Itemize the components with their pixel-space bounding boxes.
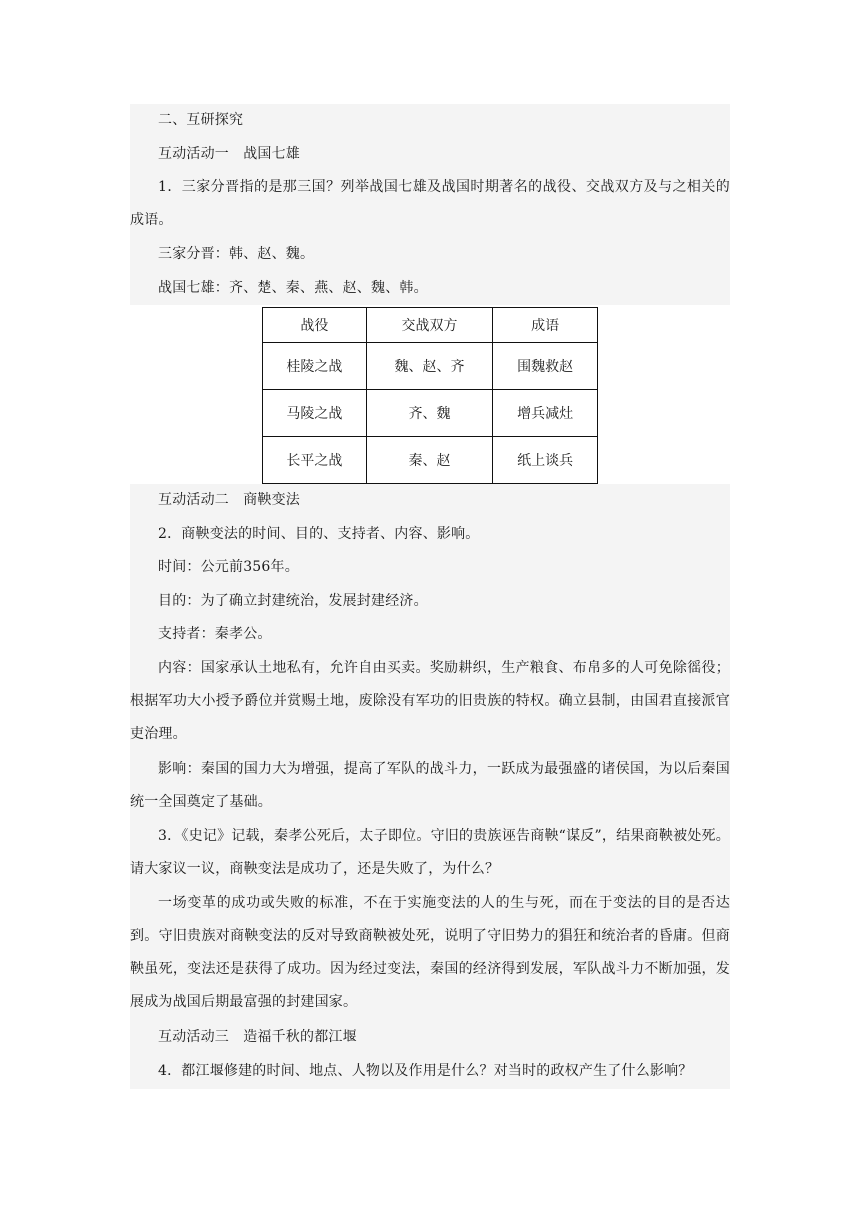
table-header-cell: 成语 — [493, 308, 598, 343]
answer-purpose: 目的：为了确立封建统治，发展封建经济。 — [158, 593, 428, 609]
table-cell: 纸上谈兵 — [493, 437, 598, 484]
answer-content: 内容：国家承认土地私有，允许自由买卖。奖励耕织，生产粮食、布帛多的人可免除徭役；根据军功大小授予爵位并赏赐土地，废除没有军功的旧贵族的特权。确立县制，由国君直接派官吏治理。 — [130, 660, 730, 742]
table-header-cell: 战役 — [263, 308, 367, 343]
question-3: 3．《史记》记载，秦孝公死后，太子即位。守旧的贵族诬告商鞅“谋反”，结果商鞅被处死。请大家议一议，商鞅变法是成功了，还是失败了，为什么？ — [130, 828, 730, 877]
activity3-title: 互动活动三 造福千秋的都江堰 — [158, 1029, 357, 1045]
question-4: 4．都江堰修建的时间、地点、人物以及作用是什么？对当时的政权产生了什么影响？ — [158, 1063, 693, 1079]
answer-three-states: 三家分晋：韩、赵、魏。 — [158, 246, 315, 262]
table-cell: 桂陵之战 — [263, 343, 367, 390]
table-row — [263, 437, 598, 484]
table-cell: 长平之战 — [263, 437, 367, 484]
answer-time: 时间：公元前356年。 — [158, 559, 299, 575]
table-row — [263, 390, 598, 437]
table-row — [263, 343, 598, 390]
table-cell: 马陵之战 — [263, 390, 367, 437]
section-title: 二、互研探究 — [158, 112, 244, 128]
table-cell: 增兵减灶 — [493, 390, 598, 437]
answer-supporter: 支持者：秦孝公。 — [158, 626, 272, 642]
table-cell: 魏、赵、齐 — [366, 343, 493, 390]
table-header-row — [263, 308, 598, 343]
answer-influence: 影响：秦国的国力大为增强，提高了军队的战斗力，一跃成为最强盛的诸侯国，为以后秦国统一全国奠定了基础。 — [130, 761, 730, 810]
table-header-cell: 交战双方 — [366, 308, 493, 343]
answer-3: 一场变革的成功或失败的标准，不在于实施变法的人的生与死，而在于变法的目的是否达到。守旧贵族对商鞅变法的反对导致商鞅被处死，说明了守旧势力的猖狂和统治者的昏庸。但商鞅虽死，变法还是获得了成功。因为经过变法，秦国的经济得到发展，军队战斗力不断加强，发展成为战国后期最富强的封建国家。 — [130, 895, 730, 1010]
question-2: 2．商鞅变法的时间、目的、支持者、内容、影响。 — [158, 526, 480, 542]
battles-table — [262, 307, 598, 484]
activity2-title: 互动活动二 商鞅变法 — [158, 492, 300, 508]
table-cell: 秦、赵 — [366, 437, 493, 484]
table-cell: 围魏救赵 — [493, 343, 598, 390]
table-cell: 齐、魏 — [366, 390, 493, 437]
question-1: 1．三家分晋指的是那三国？列举战国七雄及战国时期著名的战役、交战双方及与之相关的成语。 — [130, 179, 730, 228]
activity1-title: 互动活动一 战国七雄 — [158, 146, 300, 162]
answer-seven-states: 战国七雄：齐、楚、秦、燕、赵、魏、韩。 — [158, 280, 428, 296]
